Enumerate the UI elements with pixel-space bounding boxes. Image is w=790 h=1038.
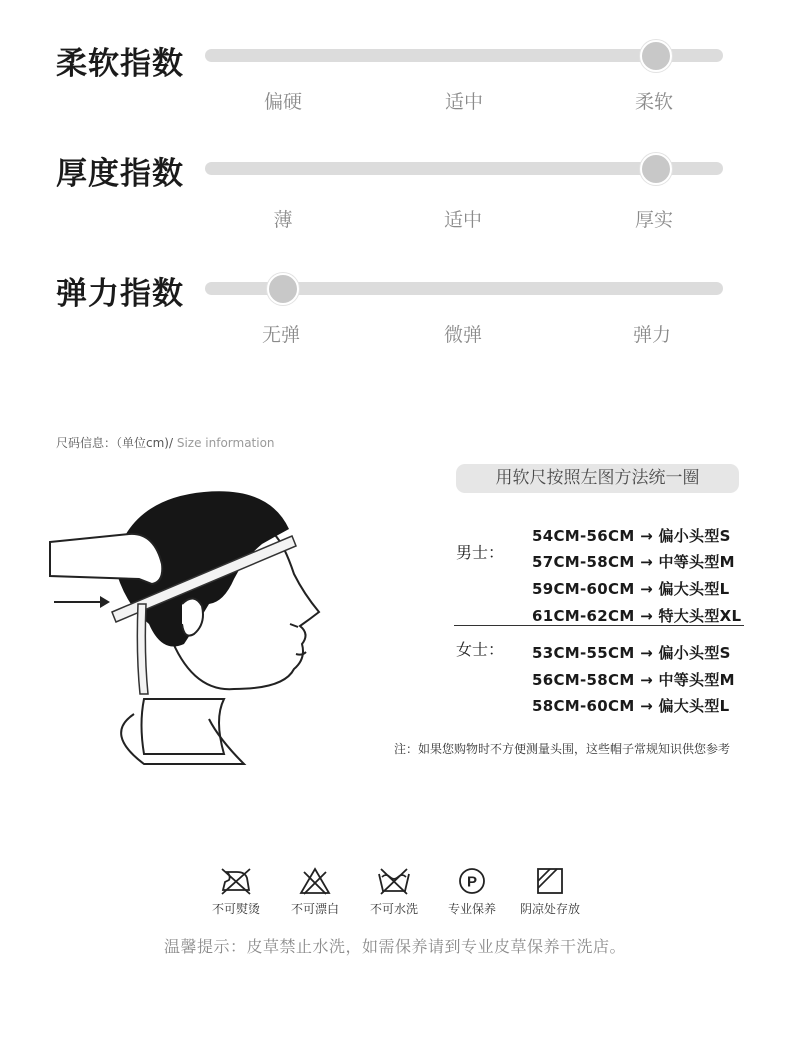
care-no-wash [349,866,439,917]
softness-tick-high: 柔软 [634,91,674,113]
care-label: 不可水洗 [369,902,418,916]
elasticity-tick-mid: 微弹 [443,324,483,346]
professional-care-icon [457,866,487,896]
care-shade-dry [505,866,595,917]
women-size-row: 53CM-55CM → 偏小头型S [532,644,731,662]
softness-knob [640,40,672,72]
care-no-iron [191,866,281,917]
care-professional [427,866,517,917]
men-label: 男士： [456,543,505,562]
size-info-cn: 尺码信息：（单位cm)/ [56,436,174,450]
no-bleach-icon [298,866,332,896]
shade-dry-icon [535,866,565,896]
care-label: 专业保养 [447,902,496,916]
softness-index-title: 柔软指数 [56,46,184,82]
size-info-label [56,434,275,451]
care-no-bleach [270,866,360,917]
footer-tip: 温馨提示：皮草禁止水洗，如需保养请到专业皮草保养干洗店。 [163,937,626,956]
softness-track [205,49,723,62]
size-info-en: Size information [173,436,275,450]
thickness-tick-low: 薄 [273,209,293,231]
measure-method-banner: 用软尺按照左图方法统一圈 [456,464,739,493]
care-label: 不可熨烫 [211,902,260,916]
elasticity-tick-high: 弹力 [632,324,672,346]
head-measurement-illustration [44,484,384,769]
thickness-knob [640,153,672,185]
care-label: 阴凉处存放 [519,902,580,916]
svg-text:P: P [466,873,478,891]
women-size-row: 58CM-60CM → 偏大头型L [532,697,730,715]
size-divider [454,625,744,626]
elasticity-track [205,282,723,295]
care-label: 不可漂白 [290,902,339,916]
men-size-row: 59CM-60CM → 偏大头型L [532,580,730,598]
thickness-tick-high: 厚实 [634,209,674,231]
women-size-row: 56CM-58CM → 中等头型M [532,671,735,689]
softness-tick-mid: 适中 [444,91,484,113]
elasticity-knob [267,273,299,305]
men-size-row: 54CM-56CM → 偏小头型S [532,527,731,545]
no-iron-icon [219,866,253,896]
thickness-index-title: 厚度指数 [56,156,184,192]
thickness-tick-mid: 适中 [443,209,483,231]
elasticity-tick-low: 无弹 [261,324,301,346]
men-size-row: 57CM-58CM → 中等头型M [532,553,735,571]
softness-tick-low: 偏硬 [263,91,303,113]
no-wash-icon [376,866,412,896]
elasticity-index-title: 弹力指数 [56,276,184,312]
men-size-row: 61CM-62CM → 特大头型XL [532,607,742,625]
thickness-track [205,162,723,175]
size-note: 注：如果您购物时不方便测量头围，这些帽子常规知识供您参考 [394,742,731,756]
women-label: 女士： [456,640,505,659]
